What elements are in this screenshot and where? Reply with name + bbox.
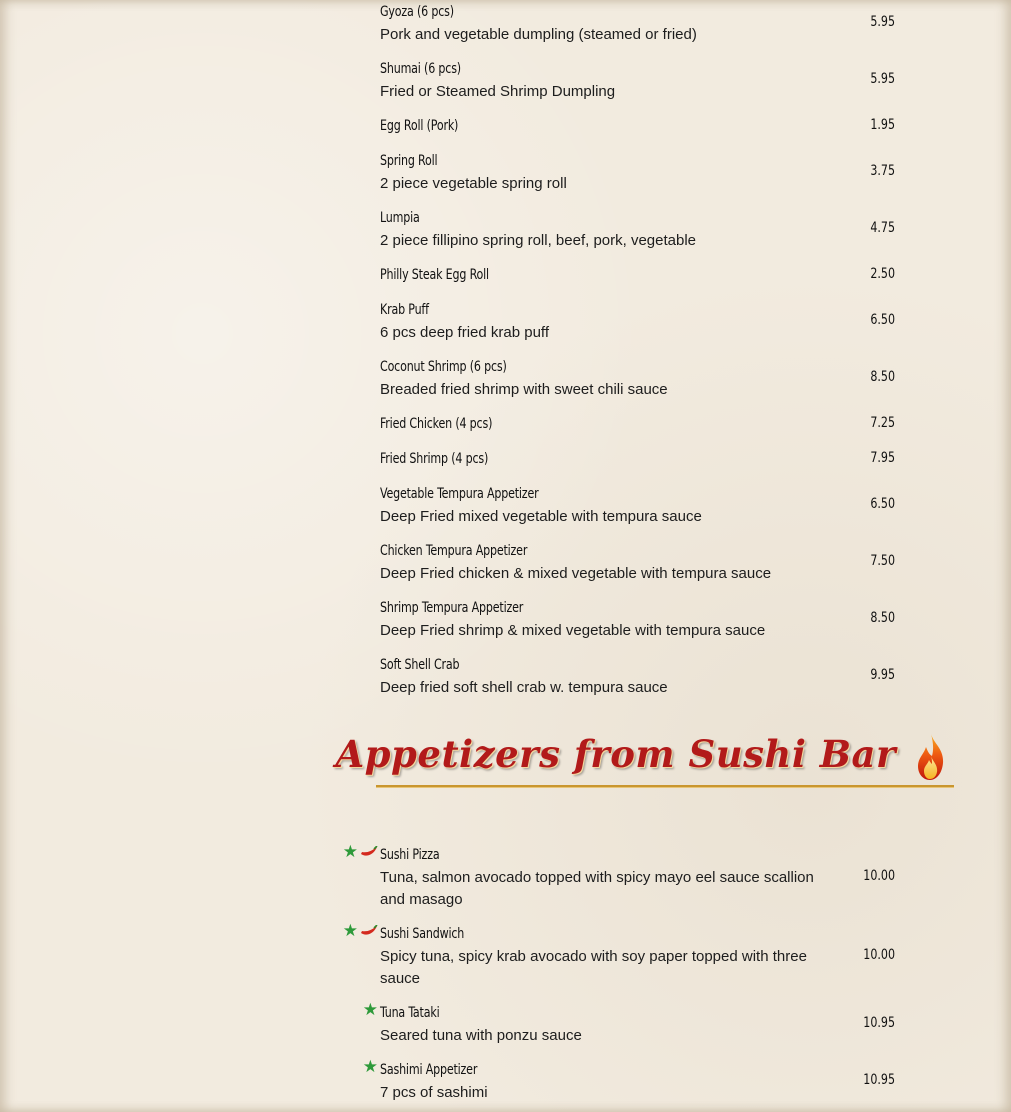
menu-item-name: Spring Roll (380, 153, 438, 169)
menu-item-name: Coconut Shrimp (6 pcs) (380, 359, 507, 375)
menu-item-name: Shrimp Tempura Appetizer (380, 600, 524, 616)
star-icon: ★ (342, 921, 358, 941)
item-badges (340, 922, 378, 940)
menu-item-name: Egg Roll (Pork) (380, 118, 459, 134)
menu-item-name: Gyoza (6 pcs) (380, 4, 454, 20)
menu-item-description: Fried or Steamed Shrimp Dumpling (380, 83, 616, 100)
menu-item-name: Sushi Sandwich (380, 926, 465, 942)
menu-item-name: Soft Shell Crab (380, 657, 460, 673)
menu-item-price: 8.50 (870, 369, 895, 385)
menu-item-price: 6.50 (870, 496, 895, 512)
menu-item-price: 6.50 (870, 312, 895, 328)
star-icon: ★ (362, 1057, 378, 1077)
menu-item-name: Sashimi Appetizer (380, 1062, 478, 1078)
menu-item-description: Breaded fried shrimp with sweet chili sauce (380, 381, 668, 398)
menu-item-price: 3.75 (870, 163, 895, 179)
menu-item-description: Tuna, salmon avocado topped with spicy mayo eel sauce scallion and masago (380, 869, 814, 908)
menu-item-price: 7.50 (870, 553, 895, 569)
section-divider (376, 785, 954, 788)
menu-item-price: 9.95 (870, 667, 895, 683)
menu-item-description: Deep Fried mixed vegetable with tempura sauce (380, 508, 702, 525)
menu-item-description: Seared tuna with ponzu sauce (380, 1027, 582, 1044)
menu-item-name: Shumai (6 pcs) (380, 61, 461, 77)
menu-item-price: 5.95 (870, 14, 895, 30)
menu-item-name: Fried Chicken (4 pcs) (380, 416, 493, 432)
section-header (335, 728, 954, 790)
menu-item-price: 10.00 (863, 947, 895, 963)
menu-item-name: Fried Shrimp (4 pcs) (380, 451, 489, 467)
menu-item-description: Spicy tuna, spicy krab avocado with soy paper topped with three sauce (380, 948, 807, 987)
item-badges (340, 843, 378, 861)
menu-item-name: Philly Steak Egg Roll (380, 267, 489, 283)
menu-item-name: Chicken Tempura Appetizer (380, 543, 528, 559)
fire-icon (914, 732, 948, 786)
menu-item-description: 6 pcs deep fried krab puff (380, 324, 549, 341)
chili-icon (360, 925, 378, 937)
menu-item-price: 5.95 (870, 71, 895, 87)
item-badges (340, 1001, 378, 1019)
chili-icon (360, 846, 378, 858)
star-icon: ★ (362, 1000, 378, 1020)
menu-item-name: Krab Puff (380, 302, 429, 318)
menu-item-description: Deep fried soft shell crab w. tempura sauce (380, 679, 668, 696)
menu-item-name: Sushi Pizza (380, 847, 440, 863)
menu-item-price: 7.25 (870, 415, 895, 431)
menu-item-price: 4.75 (870, 220, 895, 236)
menu-item-name: Tuna Tataki (380, 1005, 440, 1021)
section-title: Appetizers from Sushi Bar (335, 732, 896, 776)
menu-item-price: 8.50 (870, 610, 895, 626)
menu-item-description: Pork and vegetable dumpling (steamed or fried) (380, 26, 697, 43)
star-icon: ★ (342, 842, 358, 862)
menu-item-price: 10.00 (863, 868, 895, 884)
menu-item-price: 2.50 (870, 266, 895, 282)
menu-item-description: 2 piece fillipino spring roll, beef, pork, vegetable (380, 232, 697, 249)
menu-item-description: 2 piece vegetable spring roll (380, 175, 567, 192)
menu-item-price: 1.95 (870, 117, 895, 133)
menu-item-description: Deep Fried chicken & mixed vegetable with tempura sauce (380, 565, 772, 582)
menu-item-price: 10.95 (863, 1072, 895, 1088)
item-badges (340, 1058, 378, 1076)
menu-item-price: 7.95 (870, 450, 895, 466)
menu-item-description: 7 pcs of sashimi (380, 1084, 488, 1101)
menu-item-price: 10.95 (863, 1015, 895, 1031)
menu-item-description: Deep Fried shrimp & mixed vegetable with tempura sauce (380, 622, 766, 639)
menu-item-name: Lumpia (380, 210, 420, 226)
menu-item-name: Vegetable Tempura Appetizer (380, 486, 539, 502)
